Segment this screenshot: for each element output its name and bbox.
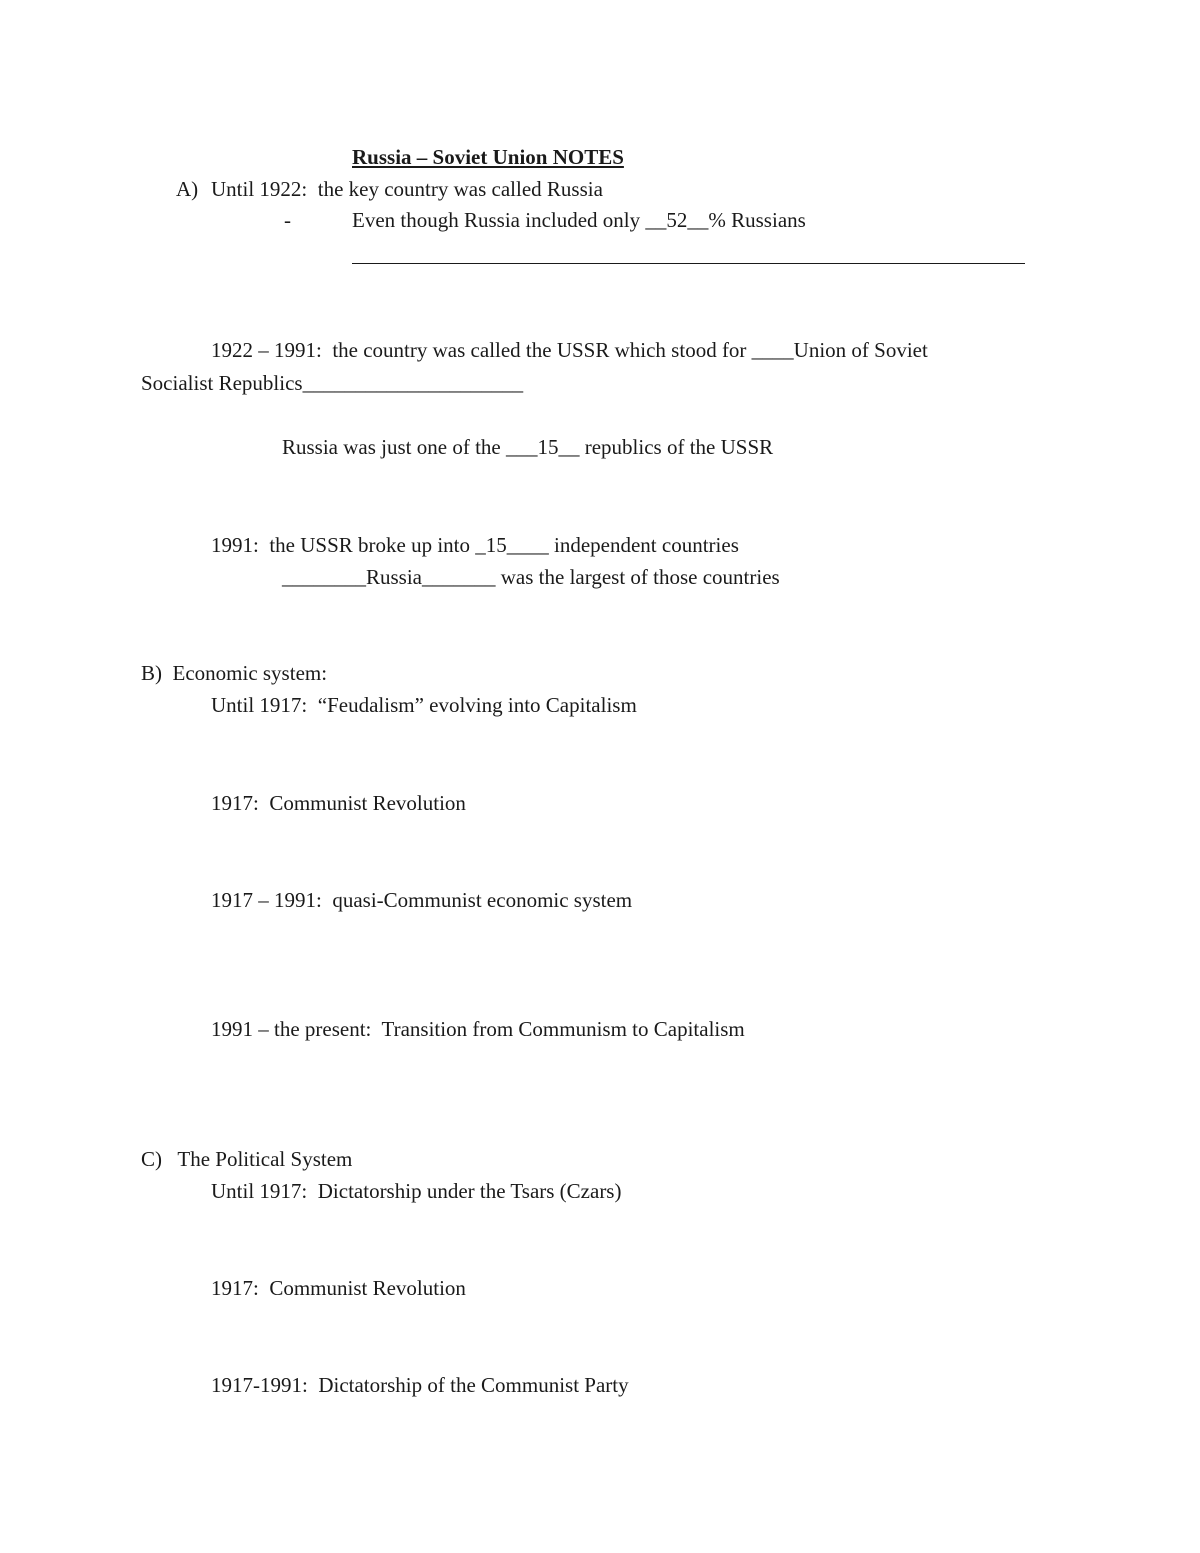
section-c-item: 1917: Communist Revolution <box>211 1276 466 1300</box>
section-a-label: A) <box>176 177 199 201</box>
russians-percent-line: Even though Russia included only __52__% Russians <box>352 208 806 232</box>
ussr-line-1: 1922 – 1991: the country was called the USSR which stood for ____Union of Soviet <box>211 338 928 362</box>
section-c-item: 1917-1991: Dictatorship of the Communist Party <box>211 1373 629 1397</box>
ussr-line-2: Socialist Republics_____________________ <box>141 371 524 395</box>
section-a-heading: Until 1922: the key country was called Russia <box>211 177 603 201</box>
bullet-dash: - <box>284 208 291 232</box>
section-c-heading: C) The Political System <box>141 1147 353 1171</box>
breakup-line-2: ________Russia_______ was the largest of those countries <box>282 565 780 589</box>
section-b-item: 1991 – the present: Transition from Communism to Capitalism <box>211 1017 745 1041</box>
section-b-item: 1917 – 1991: quasi-Communist economic system <box>211 888 633 912</box>
republics-line: Russia was just one of the ___15__ republics of the USSR <box>282 435 774 459</box>
section-b-item: 1917: Communist Revolution <box>211 791 466 815</box>
page-title: Russia – Soviet Union NOTES <box>352 145 624 169</box>
blank-answer-rule <box>352 263 1025 264</box>
section-b-heading: B) Economic system: <box>141 661 328 685</box>
section-c-item: Until 1917: Dictatorship under the Tsars (Czars) <box>211 1179 622 1203</box>
section-b-item: Until 1917: “Feudalism” evolving into Capitalism <box>211 693 637 717</box>
breakup-line-1: 1991: the USSR broke up into _15____ independent countries <box>211 533 739 557</box>
